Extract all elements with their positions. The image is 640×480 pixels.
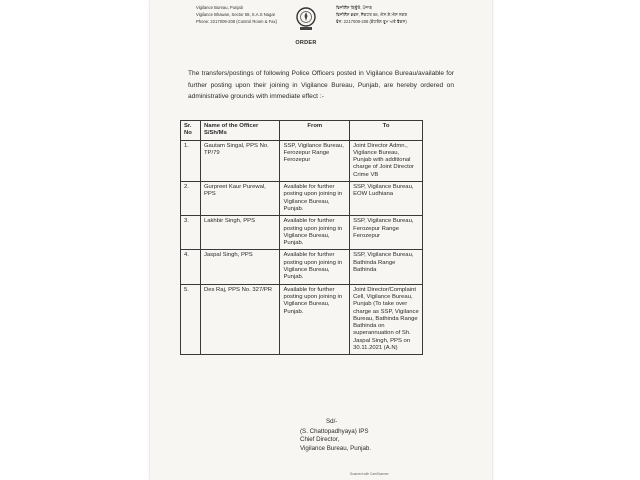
header-line: ਵਿਜੀਲੈਂਸ ਬਿਊਰੋ, ਪੰਜਾਬ <box>336 5 372 10</box>
col-header-sr: Sr. No <box>181 121 201 141</box>
cell-from: Available for further posting upon joining in Vigilance Bureau, Punjab. <box>280 284 350 355</box>
cell-from: Available for further posting upon joining in Vigilance Bureau, Punjab. <box>280 182 350 216</box>
table-header-row <box>181 121 423 141</box>
header-line: Vigilance Bureau, Punjab <box>196 5 243 10</box>
col-header-from: From <box>280 121 350 141</box>
cell-name: Des Raj, PPS No. 327/PR <box>200 284 280 355</box>
cell-sr: 4. <box>181 250 201 284</box>
header-english <box>196 4 277 25</box>
intro-paragraph: The transfers/postings of following Police Officers posted in Vigilance Bureau/available for further posting upon their joining in Vigilance Bureau, Punjab, are hereby ordered on administrative grounds with immediate effect :- <box>188 70 454 101</box>
col-header-name: Name of the Officer S/Sh/Ms <box>200 121 280 141</box>
cell-sr: 3. <box>181 216 201 250</box>
header-line: Phone: 2217009-208 (Control Room & Fax) <box>196 19 278 24</box>
cell-from: Available for further posting upon joining in Vigilance Bureau, Punjab. <box>280 216 350 250</box>
cell-to: Joint Director/Complaint Cell, Vigilance Bureau, Punjab (To take over charge as SSP, Vigilance Bureau, Bathinda Range Bathinda on superannuation of Sh. Jaspal Singh, PPS on 30.11.2021 (A.N) <box>350 284 423 355</box>
table-row <box>181 284 423 355</box>
transfer-table <box>180 120 423 355</box>
col-header-to: To <box>350 121 423 141</box>
cell-to: SSP, Vigilance Bureau, Ferozepur Range Ferozepur <box>350 216 423 250</box>
signatory-title: Chief Director, <box>300 436 340 444</box>
table-row <box>181 250 423 284</box>
cell-to: SSP, Vigilance Bureau, EOW Ludhiana <box>350 182 423 216</box>
header-line: ਵਿਜੀਲੈਂਸ ਭਵਨ, ਸੈਕਟਰ 68, ਐਸ.ਏ.ਐਸ ਨਗਰ <box>336 12 408 17</box>
header-line: Vigilance Bhawan, Sector 68, S.A.S Nagar <box>196 12 276 17</box>
cell-sr: 1. <box>181 140 201 181</box>
table-row <box>181 182 423 216</box>
header-punjabi <box>336 4 407 25</box>
table-row <box>181 140 423 181</box>
cell-from: SSP, Vigilance Bureau, Ferozepur Range Ferozepur <box>280 140 350 181</box>
signature-block <box>300 418 372 453</box>
cell-from: Available for further posting upon joining in Vigilance Bureau, Punjab. <box>280 250 350 284</box>
signatory-office: Vigilance Bureau, Punjab. <box>300 444 372 452</box>
header-line: ਫੋਨ: 2217009-208 (ਕੰਟਰੋਲ ਰੂਮ ਅਤੇ ਫੈਕਸ) <box>336 19 407 24</box>
table-row <box>181 216 423 250</box>
signature-sd: Sd/- <box>326 418 338 425</box>
order-title: ORDER <box>295 40 317 46</box>
cell-sr: 5. <box>181 284 201 355</box>
cell-name: Gautam Singal, PPS No. TP/79 <box>200 140 280 181</box>
cell-name: Gurpreet Kaur Purewal, PPS <box>200 182 280 216</box>
cell-sr: 2. <box>181 182 201 216</box>
scanner-note: Scanned with CamScanner <box>350 472 389 476</box>
cell-name: Jaspal Singh, PPS <box>200 250 280 284</box>
signatory-name: (S. Chattopadhyaya) IPS <box>300 428 369 435</box>
cell-to: SSP, Vigilance Bureau, Bathinda Range Bathinda <box>350 250 423 284</box>
document-page <box>150 0 492 480</box>
cell-to: Joint Director Admn., Vigilance Bureau, Punjab with additional charge of Joint Director Crime VB <box>350 140 423 181</box>
cell-name: Lakhbir Singh, PPS <box>200 216 280 250</box>
emblem-icon <box>294 6 318 34</box>
